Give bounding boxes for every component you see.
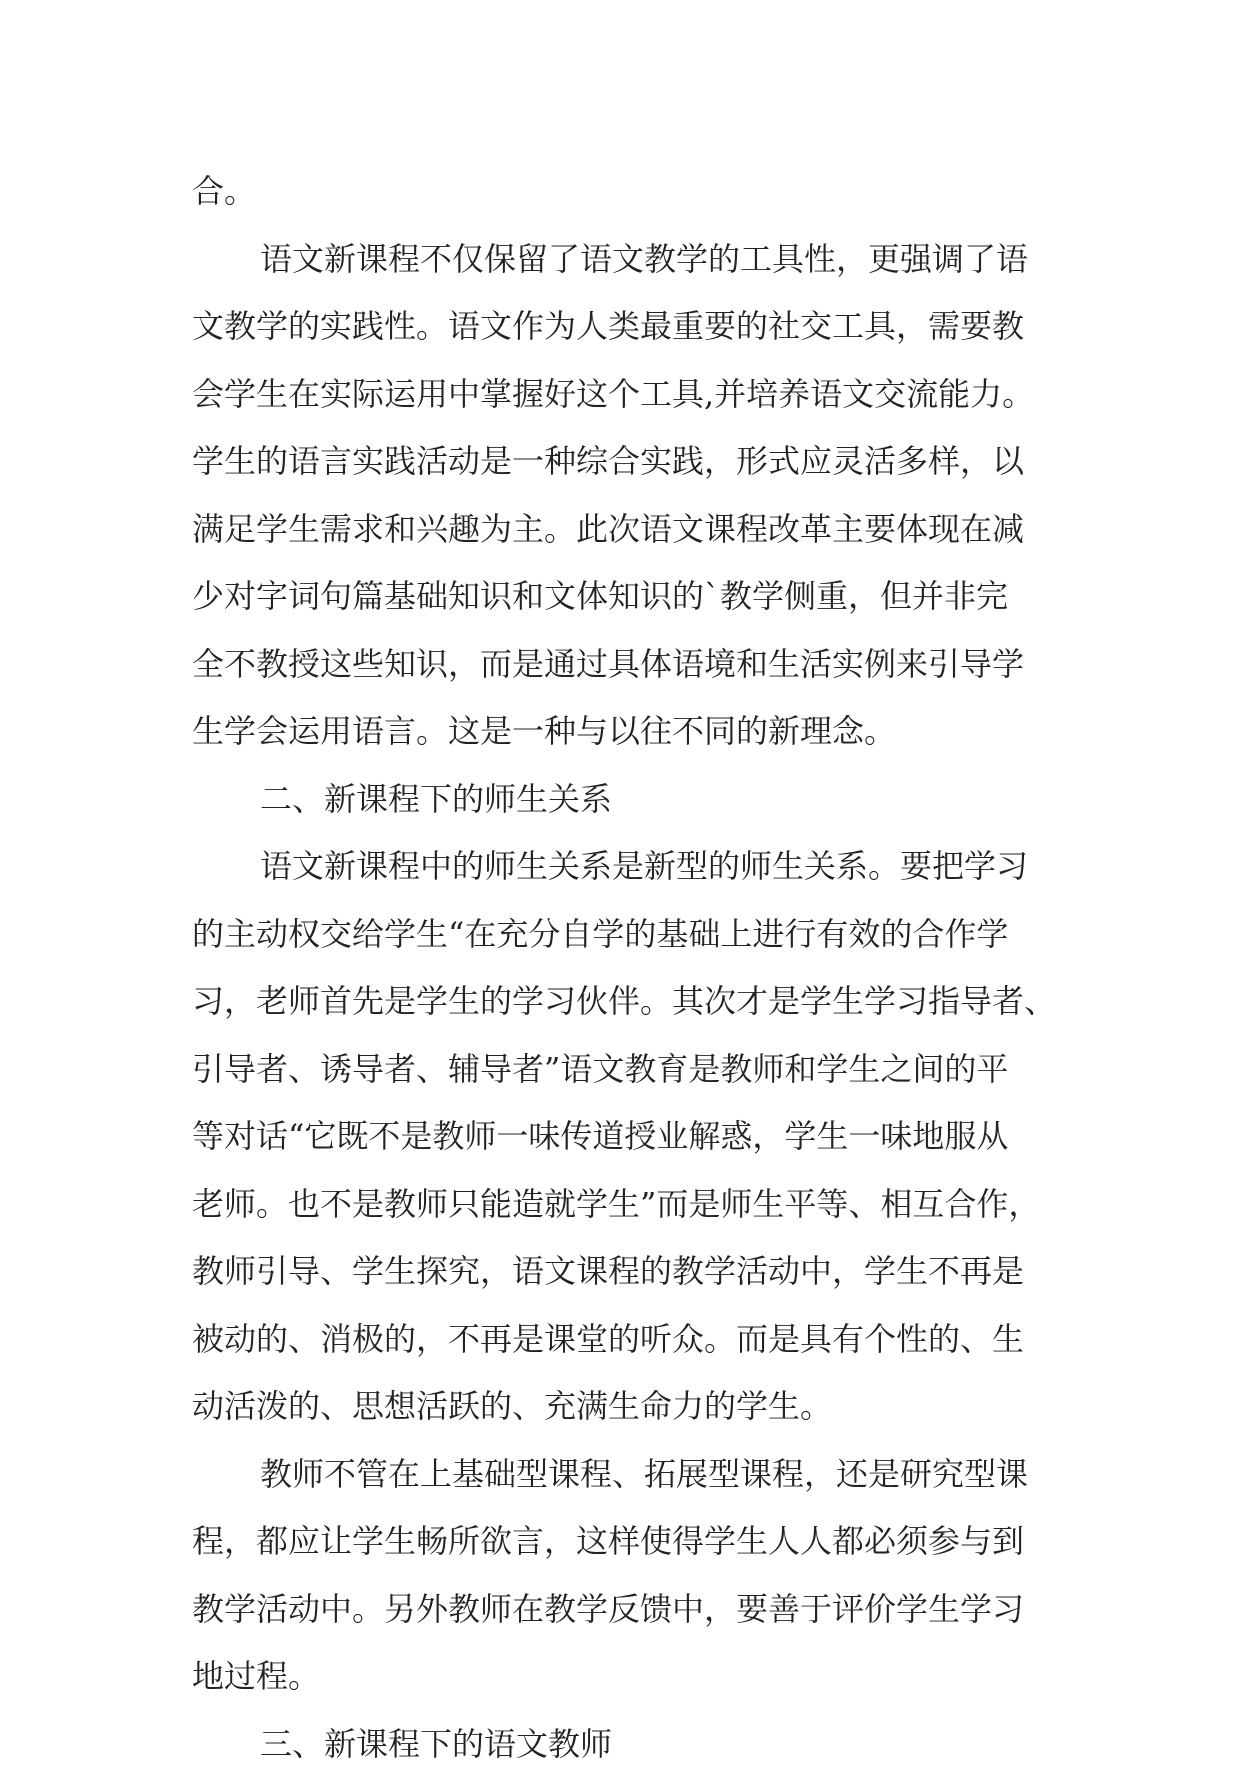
text-line: 教师引导、学生探究，语文课程的教学活动中，学生不再是 — [192, 1238, 1052, 1306]
text-line: 少对字词句篇基础知识和文体知识的`教学侧重，但并非完 — [192, 563, 1052, 631]
text-line: 学生的语言实践活动是一种综合实践，形式应灵活多样，以 — [192, 428, 1052, 496]
section-heading: 二、新课程下的师生关系 — [192, 766, 1052, 834]
text-line: 地过程。 — [192, 1643, 1052, 1711]
text-line: 合。 — [192, 158, 1052, 226]
text-line: 程，都应让学生畅所欲言，这样使得学生人人都必须参与到 — [192, 1508, 1052, 1576]
text-line: 引导者、诱导者、辅导者”语文教育是教师和学生之间的平 — [192, 1036, 1052, 1104]
document-page — [192, 158, 1052, 1658]
text-line: 语文新课程不仅保留了语文教学的工具性，更强调了语 — [192, 226, 1052, 294]
text-line: 被动的、消极的，不再是课堂的听众。而是具有个性的、生 — [192, 1306, 1052, 1374]
text-line: 等对话“它既不是教师一味传道授业解惑，学生一味地服从 — [192, 1103, 1052, 1171]
text-line: 全不教授这些知识，而是通过具体语境和生活实例来引导学 — [192, 631, 1052, 699]
text-line: 语文新课程中的师生关系是新型的师生关系。要把学习 — [192, 833, 1052, 901]
text-line: 习，老师首先是学生的学习伙伴。其次才是学生学习指导者、 — [192, 968, 1052, 1036]
text-line: 满足学生需求和兴趣为主。此次语文课程改革主要体现在减 — [192, 496, 1052, 564]
text-line: 的主动权交给学生“在充分自学的基础上进行有效的合作学 — [192, 901, 1052, 969]
text-line: 老师。也不是教师只能造就学生”而是师生平等、相互合作， — [192, 1171, 1052, 1239]
section-heading: 三、新课程下的语文教师 — [192, 1711, 1052, 1778]
text-line: 会学生在实际运用中掌握好这个工具,并培养语文交流能力。 — [192, 361, 1052, 429]
text-line: 动活泼的、思想活跃的、充满生命力的学生。 — [192, 1373, 1052, 1441]
text-line: 文教学的实践性。语文作为人类最重要的社交工具，需要教 — [192, 293, 1052, 361]
text-line: 教师不管在上基础型课程、拓展型课程，还是研究型课 — [192, 1441, 1052, 1509]
text-line: 生学会运用语言。这是一种与以往不同的新理念。 — [192, 698, 1052, 766]
text-line: 教学活动中。另外教师在教学反馈中，要善于评价学生学习 — [192, 1576, 1052, 1644]
